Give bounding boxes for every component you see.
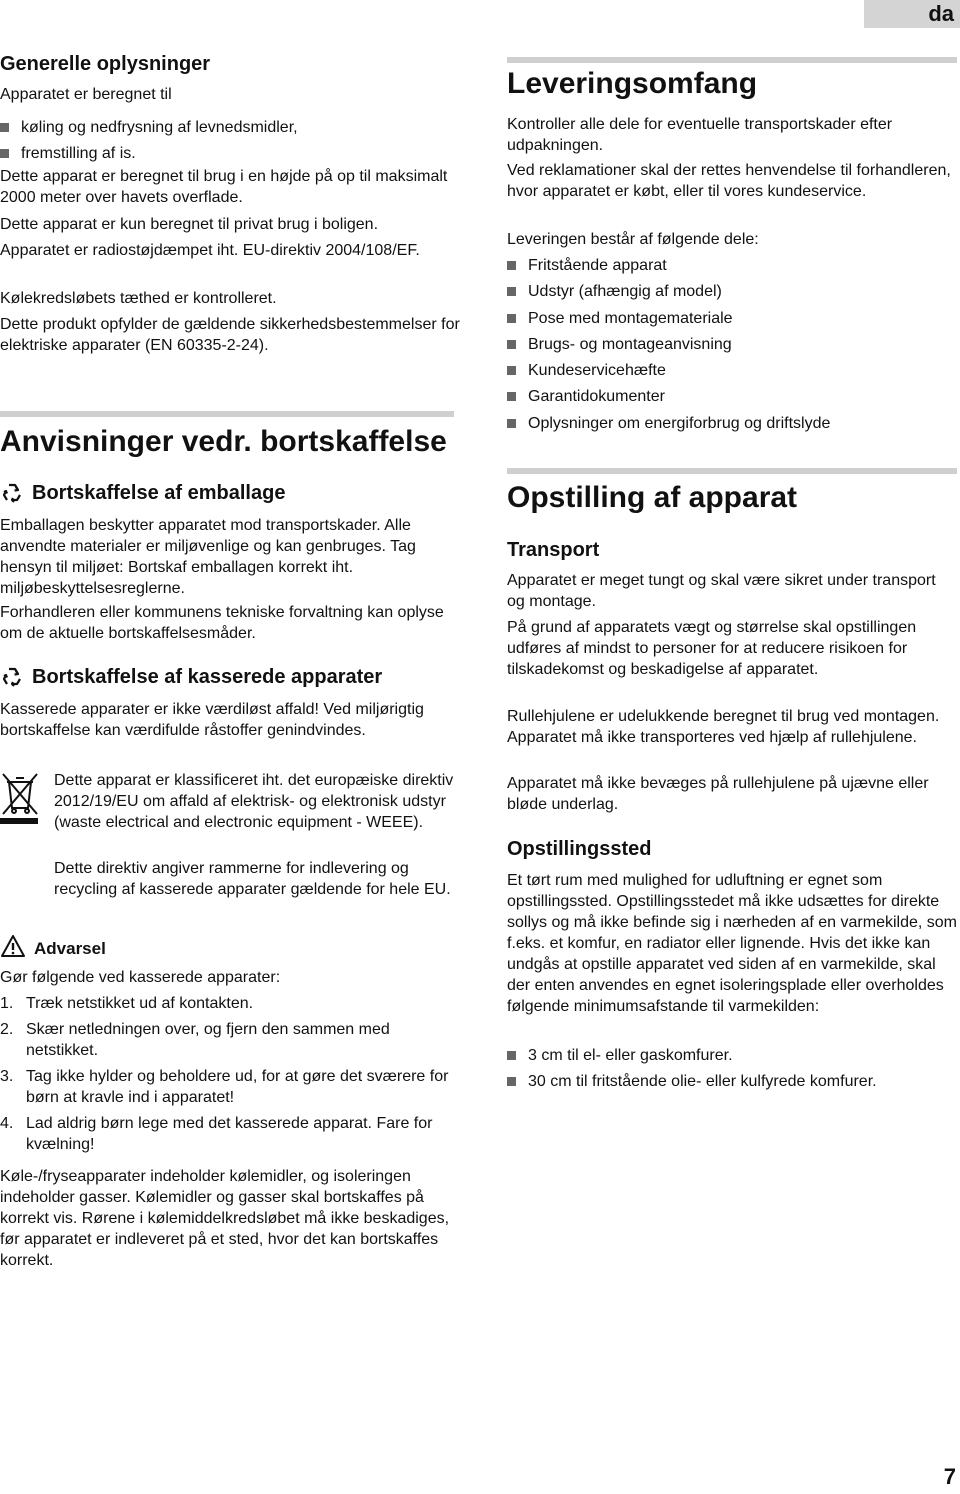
list-item: 1. Træk netstikket ud af kontakten.: [0, 995, 254, 1012]
language-tab: da: [864, 0, 960, 28]
transport-paragraph: På grund af apparatets vægt og størrelse skal opstillingen udføres af mindst to personer for at reducere risikoen for tilskadekomst og beskadigelse af apparatet.: [507, 619, 917, 678]
weee-paragraph: Dette apparat er klassificeret iht. det europæiske direktiv 2012/19/EU om affald af elektrisk- og elektronisk udstyr (waste electrical and electronic equipment - WEEE).: [54, 772, 454, 831]
list-item: 3 cm til el- eller gaskomfurer.: [507, 1045, 957, 1071]
delivery-paragraph: Leveringen består af følgende dele:: [507, 231, 759, 248]
warning-icon: [0, 934, 26, 963]
installation-heading: Opstilling af apparat: [507, 481, 798, 514]
disposal-heading: Anvisninger vedr. bortskaffelse: [0, 425, 447, 458]
recycle-icon: [0, 481, 24, 505]
list-item: Garantidokumenter: [507, 386, 957, 412]
general-paragraph: Apparatet er radiostøjdæmpet iht. EU-direktiv 2004/108/EF.: [0, 242, 420, 259]
list-item: Oplysninger om energiforbrug og driftslyde: [507, 413, 957, 439]
list-item: Fritstående apparat: [507, 255, 957, 281]
section-divider: [0, 411, 454, 417]
recycle-icon: [0, 665, 24, 689]
general-paragraph: Dette produkt opfylder de gældende sikkerhedsbestemmelser for elektriske apparater (EN 60335-2-24).: [0, 316, 460, 354]
transport-heading: Transport: [507, 539, 600, 561]
square-bullet-icon: [507, 1051, 516, 1060]
warning-steps: [0, 993, 462, 1160]
square-bullet-icon: [507, 1077, 516, 1086]
page-number: 7: [943, 1464, 956, 1489]
warning-heading: Advarsel: [0, 934, 462, 963]
general-paragraph: Dette apparat er beregnet til brug i en højde på op til maksimalt 2000 meter over havets overflade.: [0, 168, 448, 206]
location-paragraph: Et tørt rum med mulighed for udluftning er egnet som opstillingssted. Opstillingsstedet må ikke udsættes for direkte sollys og må ikke befinde sig i nærheden af en varmekilde, som f.eks. et komfur, en radiator eller lignende. Hvis det ikke kan undgås at opstille apparatet ved siden af en varmekilde, skal der enten anvendes en egnet isoleringsplade eller overholdes følgende minimumsafstande til varmekilden:: [507, 872, 957, 1015]
old-appliances-heading: Bortskaffelse af kasserede apparater: [0, 665, 462, 689]
list-item: Kundeservicehæfte: [507, 360, 957, 386]
crossed-bin-icon: [0, 770, 40, 831]
packaging-heading: Bortskaffelse af emballage: [0, 481, 462, 505]
list-item: fremstilling af is.: [0, 143, 462, 169]
list-item: køling og nedfrysning af levnedsmidler,: [0, 117, 462, 143]
list-item: 3. Tag ikke hylder og beholdere ud, for at gøre det sværere for børn at kravle ind i apparatet!: [0, 1068, 449, 1106]
delivery-paragraph: Kontroller alle dele for eventuelle transportskader efter udpakningen.: [507, 116, 893, 154]
transport-paragraph: Apparatet er meget tungt og skal være sikret under transport og montage.: [507, 572, 936, 610]
square-bullet-icon: [507, 261, 516, 270]
weee-paragraph: Dette direktiv angiver rammerne for indlevering og recycling af kasserede apparater gældende for hele EU.: [54, 860, 451, 898]
general-paragraph: Kølekredsløbets tæthed er kontrolleret.: [0, 290, 277, 307]
square-bullet-icon: [507, 314, 516, 323]
section-divider: [507, 468, 957, 474]
square-bullet-icon: [507, 340, 516, 349]
square-bullet-icon: [507, 392, 516, 401]
transport-paragraph: Apparatet må ikke bevæges på rullehjulene på ujævne eller bløde underlag.: [507, 775, 929, 813]
list-item: Brugs- og montageanvisning: [507, 334, 957, 360]
warning-closing: Køle-/fryseapparater indeholder kølemidler, og isoleringen indeholder gasser. Kølemidler og gasser skal bortskaffes på korrekt vis. Rørene i kølemiddelkredsløbet må ikke beskadiges, før apparatet er indleveret på et sted, hvor det kan bortskaffes korrekt.: [0, 1168, 450, 1269]
section-divider: [507, 57, 957, 63]
square-bullet-icon: [0, 149, 9, 158]
square-bullet-icon: [507, 419, 516, 428]
general-intro: Apparatet er beregnet til: [0, 86, 172, 103]
old-appliances-paragraph: Kasserede apparater er ikke værdiløst affald! Ved miljørigtig bortskaffelse kan værdifulde råstoffer genindvindes.: [0, 701, 424, 739]
general-heading: Generelle oplysninger: [0, 53, 211, 75]
delivery-list: [507, 255, 957, 439]
list-item: 4. Lad aldrig børn lege med det kasserede apparat. Fare for kvælning!: [0, 1115, 433, 1153]
packaging-paragraph: Forhandleren eller kommunens tekniske forvaltning kan oplyse om de aktuelle bortskaffelsesmåder.: [0, 604, 444, 642]
delivery-heading: Leveringsomfang: [507, 67, 758, 100]
square-bullet-icon: [0, 123, 9, 132]
general-paragraph: Dette apparat er kun beregnet til privat brug i boligen.: [0, 216, 379, 233]
square-bullet-icon: [507, 366, 516, 375]
list-item: 2. Skær netledningen over, og fjern den sammen med netstikket.: [0, 1021, 390, 1059]
distance-list: [507, 1045, 957, 1098]
list-item: Udstyr (afhængig af model): [507, 281, 957, 307]
list-item: Pose med montagemateriale: [507, 308, 957, 334]
warning-intro: Gør følgende ved kasserede apparater:: [0, 969, 281, 986]
delivery-paragraph: Ved reklamationer skal der rettes henvendelse til forhandleren, hvor apparatet er købt, eller til vores kundeservice.: [507, 162, 951, 200]
uses-list: [0, 117, 462, 170]
square-bullet-icon: [507, 287, 516, 296]
packaging-paragraph: Emballagen beskytter apparatet mod transportskader. Alle anvendte materialer er miljøvenlige og kan genbruges. Tag hensyn til miljøet: Bortskaf emballagen korrekt iht. miljøbeskyttelsesreglerne.: [0, 517, 416, 597]
transport-paragraph: Rullehjulene er udelukkende beregnet til brug ved montagen. Apparatet må ikke transporteres ved hjælp af rullehjulene.: [507, 708, 940, 746]
location-heading: Opstillingssted: [507, 838, 652, 860]
list-item: 30 cm til fritstående olie- eller kulfyrede komfurer.: [507, 1071, 957, 1097]
